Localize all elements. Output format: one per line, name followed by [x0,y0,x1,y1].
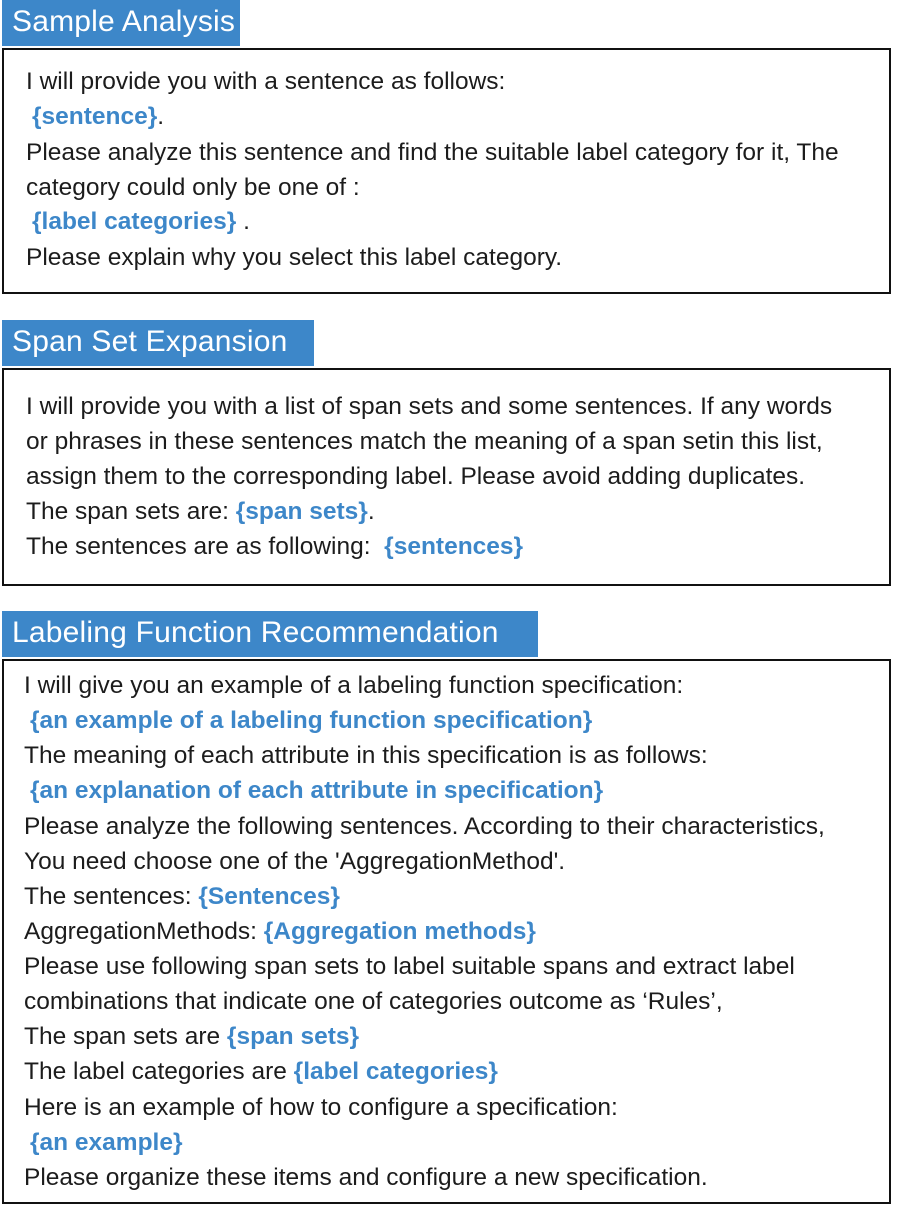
prompt-line: AggregationMethods: {Aggregation methods} [24,918,536,945]
placeholder: {sentence} [32,103,158,130]
placeholder: {an example of a labeling function specification} [30,707,593,734]
prompt-line: I will give you an example of a labeling function specification: [24,672,684,699]
prompt-line: The meaning of each attribute in this specification is as follows: [24,742,708,769]
placeholder: {sentences} [384,533,524,560]
prompt-line [24,704,592,738]
placeholder: {Sentences} [198,883,340,910]
prompt-line: The span sets are {span sets} [24,1023,360,1050]
placeholder: {label categories} [293,1058,498,1085]
section-title: Span Set Expansion [2,320,314,366]
prompt-line: Please analyze the following sentences. According to their characteristics, [24,813,825,840]
prompt-line [24,774,603,808]
prompt-line: I will provide you with a list of span sets and some sentences. If any words [26,393,833,420]
placeholder: {an explanation of each attribute in specification} [30,777,604,804]
placeholder: {Aggregation methods} [263,918,536,945]
prompt-line: The label categories are {label categories} [24,1058,498,1085]
prompt-line: or phrases in these sentences match the meaning of a span setin this list, [26,428,823,455]
sample-analysis-section [0,0,897,295]
prompt-line: assign them to the corresponding label. Please avoid adding duplicates. [26,463,806,490]
placeholder: {label categories} [32,208,237,235]
section-title: Labeling Function Recommendation [2,611,538,657]
placeholder: {span sets} [235,498,368,525]
prompt-line: Please use following span sets to label suitable spans and extract label [24,953,795,980]
prompt-line: Please organize these items and configure a new specification. [24,1164,708,1191]
prompt-line: The sentences are as following: {sentences} [26,533,524,560]
prompt-line: I will provide you with a sentence as follows: [26,68,506,95]
labeling-function-recommendation-section [0,611,897,1205]
prompt-box [2,48,891,294]
prompt-box [2,659,891,1204]
prompt-line [24,1126,183,1160]
prompt-line: Please analyze this sentence and find the suitable label category for it, The [26,139,839,166]
prompt-line: The sentences: {Sentences} [24,883,340,910]
prompt-line: {label categories} . [32,208,250,235]
span-set-expansion-section [0,320,897,588]
prompt-line: Please explain why you select this label category. [26,244,563,271]
section-title: Sample Analysis [2,0,240,46]
prompt-line: category could only be one of : [26,174,360,201]
placeholder: {span sets} [226,1023,360,1050]
prompt-line: The span sets are: {span sets}. [26,498,375,525]
prompt-line: Here is an example of how to configure a specification: [24,1094,618,1121]
prompt-line: {sentence}. [32,103,165,130]
prompt-line: You need choose one of the 'AggregationMethod'. [24,848,566,875]
prompt-box [2,368,891,586]
placeholder: {an example} [30,1129,183,1156]
prompt-line: combinations that indicate one of categories outcome as ‘Rules’, [24,988,723,1015]
